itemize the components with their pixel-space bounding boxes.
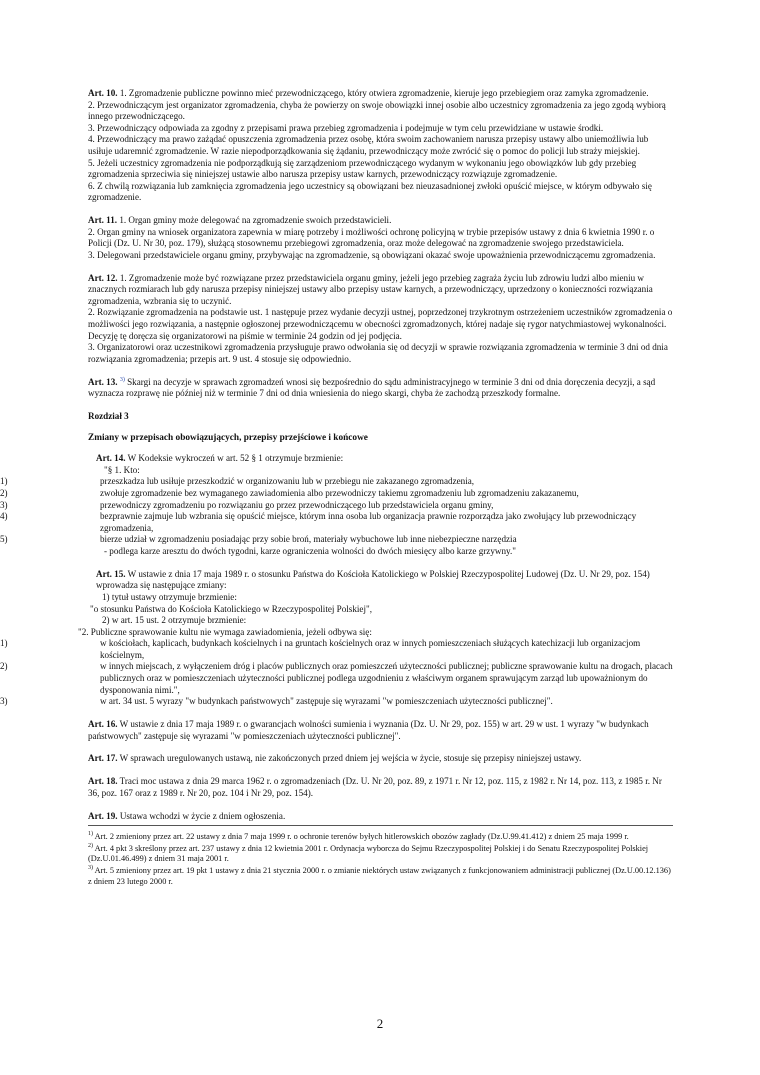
article-13-text: Skargi na decyzje w sprawach zgromadzeń wnosi się bezpośrednio do sądu administracyjnego w terminie 3 dni od dnia doręczenia decyzji, a sąd wyznacza rozprawę nie później niż w terminie 7 dni od dnia wniesienia do niego skargi, chyba że zachodzą przeszkody formalne. xyxy=(88,376,656,399)
article-11-para-1-text: 1. Organ gminy może delegować na zgromadzenie swoich przedstawicieli. xyxy=(117,215,392,226)
document-body xyxy=(0,88,673,888)
article-18-heading: Art. 18. xyxy=(88,776,118,787)
article-15-sub-1: 1) tytuł ustawy otrzymuje brzmienie: xyxy=(102,591,237,602)
article-15-heading: Art. 15. xyxy=(96,568,126,579)
article-13-heading: Art. 13. xyxy=(88,376,118,387)
article-14-item xyxy=(0,511,673,534)
article-19-text: Ustawa wchodzi w życie z dniem ogłoszenia. xyxy=(117,810,286,821)
chapter-title: Zmiany w przepisach obowiązujących, przepisy przejściowe i końcowe xyxy=(88,432,368,443)
article-15-list xyxy=(0,638,673,708)
article-15 xyxy=(0,568,673,708)
article-17 xyxy=(88,753,673,765)
footnotes xyxy=(88,832,673,887)
footnote-2 xyxy=(88,844,673,865)
article-15-item-text: w innych miejscach, z wyłączeniem dróg i placów publicznych oraz pomieszczeń użyteczności publicznej; publiczne sprawowanie kultu na drogach, placach publicznych oraz w pomieszczeniach użyteczności publicznej podlega uzgodnieniu z właściwym organem sprawującym zarząd lub upoważnionym do dysponowania nimi.", xyxy=(100,661,673,695)
article-14-item-text: przewodniczy zgromadzeniu po rozwiązaniu go przez przewodniczącego lub przedstawiciela organu gminy, xyxy=(100,499,494,510)
footnote-ref-3[interactable]: 3) xyxy=(119,376,125,383)
article-19-heading: Art. 19. xyxy=(88,810,118,821)
article-14-tail: - podlega karze aresztu do dwóch tygodni, karze ograniczenia wolności do dwóch miesięcy albo karze grzywny." xyxy=(104,545,516,556)
article-11-para-1 xyxy=(88,215,673,227)
article-18-para xyxy=(88,776,673,799)
article-10-para-1 xyxy=(88,88,673,100)
article-12-para-1-text: 1. Zgromadzenie może być rozwiązane przez przedstawiciela organu gminy, jeżeli jego przebieg zagraża życiu lub zdrowiu ludzi albo mieniu w znacznych rozmiarach lub gdy narusza przepisy niniejszej ustawy albo przepisy ustaw karnych, a przewodniczący, uprzedzony o konieczności rozwiązania zgromadzenia, wzbrania się to uczynić. xyxy=(88,272,653,306)
article-15-sub-2: 2) w art. 15 ust. 2 otrzymuje brzmienie: xyxy=(102,615,247,626)
article-10-heading: Art. 10. xyxy=(88,88,118,98)
footnote-text: Art. 2 zmieniony przez art. 22 ustawy z dnia 7 maja 1999 r. o ochronie terenów byłych hitlerowskich obozów zagłady (Dz.U.99.41.412) z dniem 25 maja 1999 r. xyxy=(93,832,629,842)
article-10 xyxy=(88,88,673,204)
article-14-item xyxy=(0,534,673,546)
article-18-text: Traci moc ustawa z dnia 29 marca 1962 r. o zgromadzeniach (Dz. U. Nr 20, poz. 89, z 1971 r. Nr 12, poz. 115, z 1982 r. Nr 14, poz. 113, z 1985 r. Nr 36, poz. 167 oraz z 1989 r. Nr 20, poz. 104 i Nr 29, poz. 154). xyxy=(88,776,662,798)
footnote-3 xyxy=(88,866,673,887)
footnote-marker: 3) xyxy=(88,865,93,872)
article-13-para xyxy=(88,377,673,400)
article-16-text: W ustawie z dnia 17 maja 1989 r. o gwarancjach wolności sumienia i wyznania (Dz. U. Nr 29, poz. 155) w art. 29 w ust. 1 wyrazy "w budynkach państwowych" zastępuje się wyrazami "w pomieszczeniach użyteczności publicznej". xyxy=(88,719,649,741)
article-15-item-text: w kościołach, kaplicach, budynkach kościelnych i na gruntach kościelnych oraz w innych pomieszczeniach służących katechizacji lub organizacjom kościelnym, xyxy=(100,638,641,660)
article-14 xyxy=(0,453,673,557)
article-14-item-number: 5) xyxy=(0,534,8,545)
article-12 xyxy=(88,273,673,366)
article-10-para-3: 3. Przewodniczący odpowiada za zgodny z przepisami prawa przebieg zgromadzenia i podejmuje w tym celu przewidziane w ustawie środki. xyxy=(88,122,604,133)
article-12-para-3: 3. Organizatorowi oraz uczestnikowi zgromadzenia przysługuje prawo odwołania się od decyzji w sprawie rozwiązania zgromadzenia w terminie 3 dni od dnia rozwiązania zgromadzenia; przepis art. 9 ust. 4 stosuje się odpowiednio. xyxy=(88,342,668,364)
article-14-item-text: bezprawnie zajmuje lub wzbrania się opuścić miejsce, którym inna osoba lub organizacja prawnie rozporządza jako zwołujący lub przewodniczący zgromadzenia, xyxy=(100,511,637,533)
chapter-label: Rozdział 3 xyxy=(88,411,129,421)
article-16-heading: Art. 16. xyxy=(88,719,118,730)
article-14-item xyxy=(0,500,673,512)
article-15-item-number: 1) xyxy=(0,638,8,649)
article-14-item-text: zwołuje zgromadzenie bez wymaganego zawiadomienia albo przewodniczy takiemu zgromadzeniu lub zgromadzeniu zakazanemu, xyxy=(100,487,579,498)
article-14-intro xyxy=(88,453,673,465)
article-14-item xyxy=(0,488,673,500)
article-14-item-number: 4) xyxy=(0,511,8,522)
footnote-marker: 2) xyxy=(88,842,93,849)
article-14-list xyxy=(0,476,673,546)
article-10-para-4: 4. Przewodniczący ma prawo zażądać opuszczenia zgromadzenia przez osobę, która swoim zachowaniem narusza przepisy ustawy albo uniemożliwia lub usiłuje udaremnić zgromadzenie. W razie niepodporządkowania się żądaniu, przewodniczący może zwrócić się o pomoc do policji lub straży miejskiej. xyxy=(88,134,649,156)
article-14-item-text: przeszkadza lub usiłuje przeszkodzić w organizowaniu lub w przebiegu nie zakazanego zgromadzenia, xyxy=(100,476,475,487)
article-11-para-2: 2. Organ gminy na wniosek organizatora zapewnia w miarę potrzeby i możliwości ochronę policyjną w trybie przepisów ustawy z dnia 6 kwietnia 1990 r. o Policji (Dz. U. Nr 30, poz. 179), służącą stosownemu przebiegowi zgromadzenia, oraz może delegować na zgromadzenie swojego przedstawiciela. xyxy=(88,226,655,249)
footnote-1 xyxy=(88,832,673,843)
article-15-item xyxy=(0,696,673,708)
article-10-para-6: 6. Z chwilą rozwiązania lub zamknięcia zgromadzenia jego uczestnicy są obowiązani bez nieuzasadnionej zwłoki opuścić miejsce, w którym odbywało się zgromadzenie. xyxy=(88,180,652,203)
article-14-heading: Art. 14. xyxy=(96,453,126,464)
article-12-para-2: 2. Rozwiązanie zgromadzenia na podstawie ust. 1 następuje przez wydanie decyzji ustnej, poprzedzonej trzykrotnym ostrzeżeniem uczestników zgromadzenia o możliwości jego rozwiązania, a następnie ogłoszonej przewodniczącemu w obecności zgromadzonych, której nadaje się rygor natychmiastowej wykonalności. Decyzję tę doręcza się organizatorowi na piśmie w terminie 24 godzin od jej podjęcia. xyxy=(88,307,673,341)
article-16-para xyxy=(88,719,673,742)
article-15-intro xyxy=(88,569,673,592)
article-15-item xyxy=(0,638,673,661)
article-11 xyxy=(88,215,673,261)
article-15-item-number: 2) xyxy=(0,661,8,672)
article-12-para-1 xyxy=(88,273,673,308)
article-14-item-number: 1) xyxy=(0,476,8,487)
article-15-item xyxy=(0,661,673,696)
article-15-item-text: w art. 34 ust. 5 wyrazy "w budynkach państwowych" zastępuje się wyrazami "w pomieszczeniach użyteczności publicznej". xyxy=(100,696,553,707)
article-17-heading: Art. 17. xyxy=(88,753,118,764)
article-14-item xyxy=(0,476,673,488)
page-number: 2 xyxy=(376,1016,384,1031)
article-11-heading: Art. 11. xyxy=(88,215,118,226)
article-14-quote-open: "§ 1. Kto: xyxy=(104,464,140,475)
article-10-para-5: 5. Jeżeli uczestnicy zgromadzenia nie podporządkują się zarządzeniom przewodniczącego wydanym w wykonaniu jego obowiązków lub gdy przebieg zgromadzenia sprzeciwia się niniejszej ustawie albo narusza przepisy ustaw karnych, przewodniczący rozwiązuje zgromadzenie. xyxy=(88,157,637,180)
article-15-intro-text: W ustawie z dnia 17 maja 1989 r. o stosunku Państwa do Kościoła Katolickiego w Polskiej Rzeczypospolitej Ludowej (Dz. U. Nr 29, poz. 154) wprowadza się następujące zmiany: xyxy=(96,568,650,591)
article-19-para xyxy=(88,811,673,823)
article-14-item-number: 2) xyxy=(0,487,8,498)
article-17-para xyxy=(88,753,673,765)
article-18 xyxy=(88,776,673,799)
footnote-text: Art. 5 zmieniony przez art. 19 pkt 1 ustawy z dnia 21 stycznia 2000 r. o zmianie niektórych ustaw związanych z funkcjonowaniem administracji publicznej (Dz.U.00.12.136) z dniem 23 lutego 2000 r. xyxy=(88,865,671,886)
article-14-intro-text: W Kodeksie wykroczeń w art. 52 § 1 otrzymuje brzmienie: xyxy=(125,453,344,464)
footnote-marker: 1) xyxy=(88,831,93,838)
article-14-item-text: bierze udział w zgromadzeniu posiadając przy sobie broń, materiały wybuchowe lub inne niebezpieczne narzędzia xyxy=(100,534,517,545)
article-13 xyxy=(88,377,673,400)
article-15-item-number: 3) xyxy=(0,696,8,707)
article-19 xyxy=(88,811,673,823)
article-12-heading: Art. 12. xyxy=(88,272,118,283)
article-17-text: W sprawach uregulowanych ustawą, nie zakończonych przed dniem jej wejścia w życie, stosuje się przepisy niniejszej ustawy. xyxy=(117,753,582,764)
footnote-divider xyxy=(88,825,673,826)
article-15-sub-2-quote: "2. Publiczne sprawowanie kultu nie wymaga zawiadomienia, jeżeli odbywa się: xyxy=(78,626,372,637)
article-10-para-1-text: 1. Zgromadzenie publiczne powinno mieć przewodniczącego, który otwiera zgromadzenie, kieruje jego przebiegiem oraz zamyka zgromadzenie. xyxy=(117,88,649,98)
footnote-text: Art. 4 pkt 3 skreślony przez art. 237 ustawy z dnia 12 kwietnia 2001 r. Ordynacja wyborcza do Sejmu Rzeczypospolitej Polskiej i do Senatu Rzeczypospolitej Polskiej (Dz.U.01.46.499) z dniem 31 maja 2001 r. xyxy=(88,843,649,864)
article-15-sub-1-quote: "o stosunku Państwa do Kościoła Katolickiego w Rzeczypospolitej Polskiej", xyxy=(90,603,372,614)
article-10-para-2: 2. Przewodniczącym jest organizator zgromadzenia, chyba że powierzy on swoje obowiązki innej osobie albo uczestnicy zgromadzenia za jego zgodą wybiorą innego przewodniczącego. xyxy=(88,99,666,122)
article-16 xyxy=(88,719,673,742)
article-11-para-3: 3. Delegowani przedstawiciele organu gminy, przybywając na zgromadzenie, są obowiązani okazać swoje upoważnienia przewodniczącemu zgromadzenia. xyxy=(88,249,656,260)
article-14-item-number: 3) xyxy=(0,499,8,510)
